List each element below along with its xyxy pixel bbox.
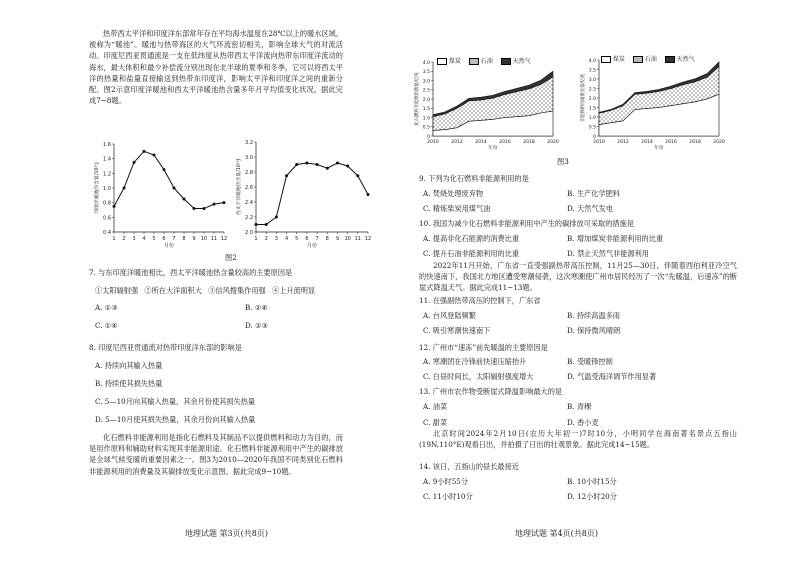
- y-tick-label: 1.6: [103, 142, 111, 148]
- q14-option-b[interactable]: B. 10小时15分: [567, 477, 617, 486]
- question-7: 7. 与东印度洋暖池相比，西太平洋暖池热含量较高的主要原因是: [89, 268, 293, 277]
- q7-option-b[interactable]: B. ②④: [245, 303, 268, 312]
- q9-option-a[interactable]: A. 焚烧处理废弃物: [423, 189, 484, 198]
- q12-option-a[interactable]: A. 寒潮团在冷锋前快速压缩抬升: [423, 357, 527, 366]
- q10-option-d[interactable]: D. 禁止天然气非能源利用: [567, 249, 649, 258]
- data-point: [183, 198, 186, 201]
- q11-option-a[interactable]: A. 台风登陆频繁: [423, 311, 476, 320]
- question-14: 14. 该日，五指山的昼长最接近: [419, 462, 519, 471]
- data-point: [367, 193, 370, 196]
- y-tick-label: 2.0: [422, 97, 430, 103]
- y-axis-label: 化石燃料非能源消费量/亿吨: [415, 72, 420, 126]
- y-tick-label: 1.5: [588, 106, 596, 112]
- y-tick-label: 2.8: [245, 170, 253, 176]
- x-tick-label: 2: [264, 236, 268, 242]
- x-tick-label: 2012: [617, 140, 629, 145]
- legend-label-gas-2: 天然气: [676, 56, 695, 63]
- x-tick-label: 9: [192, 236, 196, 242]
- x-tick-label: 7: [315, 236, 319, 242]
- x-tick-label: 2020: [713, 140, 725, 145]
- question-13: 13. 广州市农作物受断崖式降温影响最大的是: [419, 387, 563, 396]
- data-point: [285, 174, 288, 177]
- intro-paragraph-cold-wave: 2022年11月开始，广东省一直受强副热带高压控制，11月25—30日，伴随着西伯利亚冷空气的快速南下，我国北方地区遭受寒潮侵袭，这次寒潮使广州市居民经历了一次“先暖温，后速冻”的断崖式降温天气。据此完成11~13题。: [419, 261, 737, 293]
- question-10: 10. 我国为减少化石燃料非能源利用中产生的碳排放可采取的措施是: [419, 219, 634, 228]
- x-tick-label: 2018: [689, 140, 701, 145]
- y-axis-label: 印度洋暖池热含量/10²⁰J: [95, 162, 100, 214]
- y-tick-label: 3.5: [422, 70, 430, 76]
- x-axis-label: 月份: [306, 243, 318, 249]
- x-axis-label: 年份: [654, 146, 664, 151]
- y-tick-label: 3.5: [588, 68, 596, 74]
- y-tick-label: 3.0: [422, 79, 430, 85]
- y-tick-label: 0.6: [103, 215, 111, 222]
- legend-label-coal: 煤炭: [448, 58, 461, 65]
- q7-option-c[interactable]: C. ①④: [95, 321, 118, 330]
- y-tick-label: 1.0: [422, 116, 430, 122]
- data-point: [316, 163, 319, 166]
- x-tick-label: 6: [162, 236, 166, 242]
- question-12: 12. 广州市“速冻”前先暖温的主要原因是: [419, 343, 548, 352]
- data-point: [143, 150, 146, 153]
- x-tick-label: 9: [335, 236, 340, 242]
- q9-option-b[interactable]: B. 生产化学肥料: [567, 189, 620, 198]
- y-tick-label: 1.0: [588, 115, 596, 121]
- q11-option-d[interactable]: D. 保持微风晴朗: [567, 326, 621, 335]
- q10-option-b[interactable]: B. 增加煤炭非能源利用的比重: [567, 234, 664, 243]
- q8-option-b[interactable]: B. 持续使其损失热量: [95, 379, 163, 388]
- x-tick-label: 4: [142, 236, 146, 242]
- y-axis-label: 非能源利用碳排放量/亿吨: [581, 73, 586, 123]
- legend-label-coal-2: 煤炭: [612, 56, 625, 63]
- question-8: 8. 印度尼西亚贯通流对热带印度洋东部的影响是: [89, 343, 242, 352]
- y-tick-label: 4.0: [422, 60, 430, 66]
- y-tick-label: 3.0: [245, 155, 253, 161]
- y-tick-label: 4.0: [588, 58, 596, 64]
- x-tick-label: 1: [112, 236, 116, 242]
- y-axis-label: 西太平洋暖池热含量/10²⁰J: [237, 158, 242, 216]
- fig2-caption: 图2: [225, 253, 237, 262]
- question-9: 9. 下列为化石燃料非能源利用的是: [419, 174, 529, 183]
- x-tick-label: 5: [295, 236, 299, 242]
- page-footer-right: 地理试题 第4页(共8页): [515, 529, 598, 538]
- y-tick-label: 0.8: [103, 200, 111, 207]
- q7-option-d[interactable]: D. ②③: [245, 321, 268, 330]
- data-point: [123, 187, 126, 190]
- q9-option-c[interactable]: C. 精炼柴炭用煤气油: [423, 204, 491, 213]
- x-tick-label: 12: [220, 236, 228, 242]
- fig3-left-chart: [411, 60, 561, 152]
- data-point: [203, 207, 206, 210]
- y-tick-label: 1.0: [103, 186, 111, 192]
- data-point: [223, 201, 226, 204]
- y-tick-label: 2.2: [245, 215, 253, 221]
- data-point: [305, 162, 308, 165]
- q13-option-d[interactable]: D. 香小麦: [567, 418, 599, 427]
- right-page: [397, 0, 794, 561]
- data-point: [163, 168, 166, 171]
- q14-option-d[interactable]: D. 12小时20分: [567, 492, 617, 501]
- page-footer-left: 地理试题 第3页(共8页): [185, 529, 268, 538]
- x-tick-label: 12: [364, 236, 372, 242]
- q10-option-c[interactable]: C. 提升石油非能源利用的比重: [423, 249, 520, 258]
- data-line: [114, 151, 224, 208]
- x-tick-label: 7: [172, 236, 176, 242]
- x-tick-label: 3: [132, 236, 136, 242]
- x-tick-label: 2010: [427, 140, 439, 145]
- data-point: [255, 223, 258, 226]
- legend-label-gas: 天然气: [512, 58, 531, 65]
- q13-option-c[interactable]: C. 甜菜: [423, 418, 448, 427]
- q10-option-a[interactable]: A. 提高非化石能源的消费比重: [423, 234, 520, 243]
- q11-option-c[interactable]: C. 吸引寒潮快速南下: [423, 326, 491, 335]
- data-point: [275, 216, 278, 219]
- data-line: [256, 163, 368, 225]
- x-tick-label: 2018: [523, 140, 535, 145]
- y-tick-label: 0.5: [588, 125, 596, 131]
- y-tick-label: 2.6: [245, 185, 253, 191]
- q12-option-b[interactable]: B. 受暖锋控制: [567, 357, 613, 366]
- q13-option-b[interactable]: B. 青稞: [567, 402, 592, 411]
- q7-option-a[interactable]: A. ①③: [95, 303, 118, 312]
- q8-option-c[interactable]: C. 5—10月向其输入热量，其余月份使其损失热量: [95, 397, 256, 406]
- y-tick-label: 2.0: [245, 230, 253, 236]
- q14-option-a[interactable]: A. 9小时55分: [423, 477, 469, 486]
- fig2-right-chart: [230, 134, 380, 252]
- x-tick-label: 8: [182, 236, 186, 242]
- data-point: [193, 207, 196, 210]
- x-tick-label: 11: [354, 236, 362, 242]
- y-tick-label: 1.4: [103, 156, 111, 163]
- x-tick-label: 10: [344, 236, 351, 242]
- x-axis-label: 月份: [163, 243, 175, 249]
- data-point: [326, 167, 329, 170]
- intro-paragraph-sunrise: 北京时间2024年2月10日(农历大年初一)7时10分，小明同学在海南著名景点五指山(19N,110°E)观看日出，并拍摄了日出的壮观景象。据此完成14~15题。: [419, 429, 737, 450]
- intro-paragraph-warm-pool: 热带西太平洋和印度洋东部常年存在平均海水温度在28℃以上的暖水区域，被称为“暖池”。暖池与热带海区的大气环流密切相关，影响全球大气的对流活动。印度尼西亚贯通流是一支在低纬度从热带西太平洋流向热带东印度洋流动的海水，最大体积和最少补偿流分别出现在北半球的夏季和冬季，它可以将西太平洋的热量和盐量直接输送到热带东印度洋，影响太平洋和印度洋之间的重新分配。图2示意印度洋暖池和西太平洋暖池热含量多年月平均值变化状况，据此完成7~8题。: [89, 29, 344, 106]
- x-tick-label: 1: [254, 236, 258, 242]
- question-7-items: ①太阳辐射强 ②所在大洋面积大 ③信风搜集作用强 ④上升流明显: [95, 286, 316, 295]
- data-point: [113, 205, 116, 208]
- y-tick-label: 1.2: [103, 171, 111, 178]
- x-tick-label: 11: [210, 236, 218, 242]
- y-tick-label: 2.4: [245, 200, 253, 206]
- q11-option-b[interactable]: B. 持续高温多雨: [567, 311, 620, 320]
- q9-option-d[interactable]: D. 天然气发电: [567, 204, 614, 213]
- x-tick-label: 2010: [593, 140, 605, 145]
- x-tick-label: 2012: [451, 140, 463, 145]
- x-tick-label: 2014: [475, 140, 487, 145]
- x-tick-label: 6: [305, 236, 309, 242]
- y-tick-label: 0: [593, 134, 596, 140]
- y-tick-label: 0: [427, 134, 430, 140]
- q14-option-c[interactable]: C. 11小时10分: [423, 492, 473, 501]
- q13-option-a[interactable]: A. 油菜: [423, 402, 448, 411]
- data-point: [265, 223, 268, 226]
- q8-option-d[interactable]: D. 5—10月使其损失热量，其余月份向其输入热量: [95, 415, 256, 424]
- y-tick-label: 2.5: [422, 88, 430, 94]
- x-tick-label: 2014: [641, 140, 653, 145]
- legend-label-oil-2: 石油: [644, 56, 657, 63]
- q8-option-a[interactable]: A. 持续向其输入热量: [95, 361, 163, 370]
- data-point: [153, 154, 156, 157]
- x-tick-label: 2020: [547, 140, 559, 145]
- data-point: [346, 165, 349, 168]
- y-tick-label: 1.5: [422, 107, 430, 113]
- fig3-right-chart: [577, 58, 727, 152]
- q12-option-c[interactable]: C. 白昼时间长，太阳辐射强度增大: [423, 372, 534, 381]
- data-point: [173, 187, 176, 190]
- x-tick-label: 4: [284, 236, 289, 242]
- x-tick-label: 10: [200, 236, 208, 242]
- y-tick-label: 3.0: [588, 77, 596, 83]
- fig3-caption: 图3: [557, 157, 569, 166]
- y-tick-label: 3.2: [245, 140, 253, 146]
- x-tick-label: 3: [274, 236, 278, 242]
- x-tick-label: 2016: [665, 140, 677, 145]
- x-tick-label: 2: [122, 236, 126, 242]
- y-tick-label: 2.5: [588, 87, 596, 93]
- data-point: [356, 174, 359, 177]
- intro-paragraph-fossil-fuel: 化石燃料非能源利用是指化石燃料及其制品不以提供燃料和动力为目的，而是用作原料和辅助材料实现其非能源用途。化石燃料非能源利用中产生的碳排放是全球气候变暖的重要因素之一。图3为2010—2020年我国不同类别化石燃料非能源利用的消费量及其碳排放变化示意图。据此完成9~10题。: [89, 433, 343, 476]
- question-11: 11. 在强副热带高压的控制下，广东省: [419, 296, 541, 305]
- y-tick-label: 0.5: [422, 125, 430, 131]
- x-tick-label: 8: [325, 236, 329, 242]
- q12-option-d[interactable]: D. 气温受海洋调节作用显著: [567, 372, 657, 381]
- data-point: [213, 203, 216, 206]
- data-point: [295, 163, 298, 166]
- y-tick-label: 0.4: [103, 230, 111, 236]
- x-tick-label: 2016: [499, 140, 511, 145]
- x-tick-label: 5: [152, 236, 156, 242]
- data-point: [133, 161, 136, 164]
- fig2-left-chart: [88, 140, 238, 252]
- legend-label-oil: 石油: [480, 58, 493, 65]
- data-point: [336, 162, 339, 165]
- y-tick-label: 2.0: [588, 96, 596, 102]
- x-axis-label: 年份: [488, 146, 498, 151]
